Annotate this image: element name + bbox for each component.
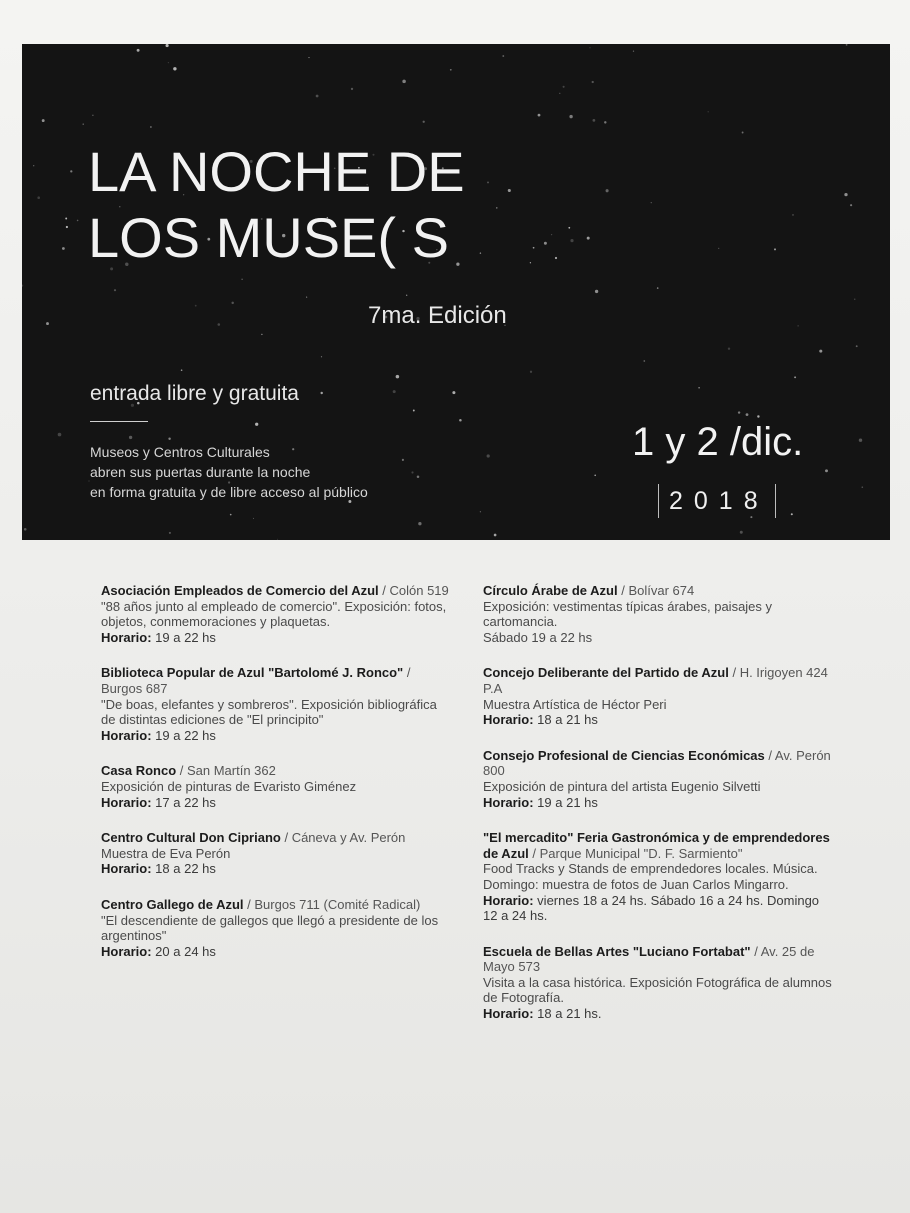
hours-value: 19 a 22 hs: [151, 727, 216, 743]
venue-address: Cáneva y Av. Perón: [291, 830, 406, 846]
star-dot: [396, 375, 400, 379]
venue-address: H. Irigoyen 424 P.A: [483, 665, 828, 696]
venue-address: Parque Municipal "D. F. Sarmiento": [539, 845, 743, 861]
venue-description: "El descendiente de gallegos que llegó a presidente de los argentinos": [101, 912, 439, 944]
venue-entry: Círculo Árabe de Azul / Bolívar 674 Exposición: vestimentas típicas árabes, paisajes y cartomancia. Sábado 19 a 22 hs: [483, 583, 835, 645]
hours-label: Horario:: [101, 794, 152, 810]
star-dot: [58, 433, 62, 437]
venue-entry: Biblioteca Popular de Azul "Bartolomé J. Ronco" / Burgos 687 "De boas, elefantes y sombreros". Exposición bibliográfica de distintas ediciones de "El principito" Horario: 19 a 22 hs: [101, 665, 453, 743]
star-dot: [22, 285, 23, 287]
hours-value: 18 a 21 hs: [533, 712, 598, 728]
venue-entry: Escuela de Bellas Artes "Luciano Fortabat" / Av. 25 de Mayo 573 Visita a la casa histórica. Exposición Fotográfica de alumnos de Fotografía. Horario: 18 a 21 hs.: [483, 944, 835, 1022]
venue-description: "88 años junto al empleado de comercio". Exposición: fotos, objetos, conmemoraciones y plaquetas.: [101, 598, 447, 630]
hours-value: 20 a 24 hs: [151, 943, 216, 959]
star-dot: [502, 55, 504, 57]
venue-name: Biblioteca Popular de Azul "Bartolomé J. Ronco": [101, 665, 404, 681]
star-dot: [406, 295, 407, 296]
star-dot: [651, 202, 652, 203]
star-dot: [604, 121, 606, 123]
star-dot: [487, 181, 489, 183]
star-dot: [261, 334, 262, 335]
venue-address: Bolívar 674: [628, 583, 695, 598]
venue-address: Colón 519: [389, 583, 449, 598]
hours-value: 19 a 21 hs: [533, 794, 598, 810]
venue-name: Casa Ronco: [101, 763, 177, 779]
star-dot: [594, 475, 596, 477]
star-dot: [24, 528, 27, 531]
star-dot: [559, 93, 560, 94]
star-dot: [393, 390, 396, 393]
star-dot: [746, 413, 749, 416]
star-dot: [551, 234, 552, 235]
star-dot: [496, 207, 497, 208]
star-dot: [137, 49, 140, 52]
star-dot: [538, 114, 541, 117]
star-dot: [643, 360, 645, 362]
star-dot: [728, 348, 730, 350]
star-dot: [825, 469, 828, 472]
star-dot: [856, 345, 858, 347]
star-dot: [589, 47, 590, 48]
star-dot: [306, 297, 307, 298]
star-dot: [742, 132, 744, 134]
star-dot: [508, 189, 511, 192]
star-dot: [83, 123, 84, 124]
venue-description: Exposición: vestimentas típicas árabes, paisajes y cartomancia.: [483, 598, 773, 630]
banner-description: [90, 442, 368, 502]
star-dot: [846, 44, 848, 46]
star-dot: [854, 299, 855, 300]
star-dot: [321, 356, 322, 357]
venue-entry: Concejo Deliberante del Partido de Azul / H. Irigoyen 424 P.A Muestra Artística de Héctor Peri Horario: 18 a 21 hs: [483, 665, 835, 727]
star-dot: [530, 262, 531, 263]
title-line-2: LOS MUSE( S: [88, 206, 449, 269]
star-dot: [92, 115, 93, 116]
star-dot: [792, 214, 794, 216]
hours-value: viernes 18 a 24 hs. Sábado 16 a 24 hs. Domingo 12 a 24 hs.: [483, 892, 820, 924]
venue-address: Burgos 711 (Comité Radical): [254, 896, 421, 912]
venue-description: Exposición de pinturas de Evaristo Giménez: [101, 778, 357, 794]
star-dot: [316, 95, 319, 98]
venue-description: Muestra de Eva Perón: [101, 845, 231, 861]
star-dot: [402, 459, 404, 461]
star-dot: [450, 69, 452, 71]
venue-name: "El mercadito" Feria Gastronómica y de emprendedores de Azul: [483, 830, 830, 861]
star-dot: [850, 204, 852, 206]
hours-label: Horario:: [483, 712, 534, 728]
star-dot: [657, 287, 659, 289]
star-dot: [844, 193, 847, 196]
event-banner: [22, 44, 890, 540]
star-dot: [114, 289, 116, 291]
venue-address: Av. Perón 800: [483, 747, 831, 779]
hours-label: Horario:: [101, 943, 152, 959]
star-dot: [351, 88, 353, 90]
venue-name: Consejo Profesional de Ciencias Económicas: [483, 747, 765, 763]
venue-description: Sábado 19 a 22 hs: [483, 629, 593, 645]
star-dot: [606, 189, 609, 192]
venue-entry: Centro Gallego de Azul / Burgos 711 (Comité Radical) "El descendiente de gallegos que llegó a presidente de los argentinos" Horario: 20 a 24 hs: [101, 897, 453, 959]
divider-rule: [90, 421, 148, 422]
venue-entry: Asociación Empleados de Comercio del Azul / Colón 519 "88 años junto al empleado de comercio". Exposición: fotos, objetos, conmemoraciones y plaquetas. Horario: 19 a 22 hs: [101, 583, 453, 645]
hours-label: Horario:: [483, 794, 534, 810]
star-dot: [740, 531, 743, 534]
star-dot: [595, 290, 598, 293]
star-dot: [570, 239, 573, 242]
star-dot: [862, 486, 864, 488]
star-dot: [168, 62, 169, 63]
event-dates: 1 y 2 /dic.: [632, 420, 804, 464]
star-dot: [255, 423, 258, 426]
star-dot: [173, 67, 176, 70]
star-dot: [411, 471, 413, 473]
description-line: en forma gratuita y de libre acceso al público: [90, 484, 368, 500]
hours-value: 18 a 22 hs: [151, 861, 216, 877]
star-dot: [593, 119, 596, 122]
star-dot: [423, 121, 425, 123]
hours-value: 17 a 22 hs: [151, 794, 216, 810]
venue-description: Muestra Artística de Héctor Peri: [483, 696, 667, 712]
hours-label: Horario:: [483, 1006, 534, 1022]
star-dot: [544, 242, 547, 245]
venue-name: Centro Cultural Don Cipriano: [101, 830, 281, 846]
venue-entry: Centro Cultural Don Cipriano / Cáneva y Av. Perón Muestra de Eva Perón Horario: 18 a 22 hs: [101, 830, 453, 877]
star-dot: [794, 376, 796, 378]
venue-name: Asociación Empleados de Comercio del Azul: [101, 583, 379, 598]
star-dot: [480, 252, 481, 253]
description-line: Museos y Centros Culturales: [90, 444, 270, 460]
hours-label: Horario:: [101, 727, 152, 743]
star-dot: [569, 115, 572, 118]
star-dot: [487, 454, 490, 457]
star-dot: [413, 410, 415, 412]
star-dot: [797, 325, 798, 326]
star-dot: [402, 80, 406, 84]
star-dot: [568, 227, 570, 229]
star-dot: [698, 387, 700, 389]
hours-value: 18 a 21 hs.: [533, 1006, 602, 1022]
hours-label: Horario:: [101, 629, 152, 645]
star-dot: [37, 196, 40, 199]
venue-address: Av. 25 de Mayo 573: [483, 943, 815, 975]
star-dot: [181, 369, 183, 371]
star-dot: [417, 475, 420, 478]
venue-entry: Casa Ronco / San Martín 362 Exposición de pinturas de Evaristo Giménez Horario: 17 a 22 hs: [101, 763, 453, 810]
venue-name: Escuela de Bellas Artes "Luciano Fortabat": [483, 943, 751, 959]
star-dot: [757, 415, 759, 417]
venue-name: Concejo Deliberante del Partido de Azul: [483, 665, 729, 681]
event-year: 2018: [658, 484, 776, 518]
star-dot: [530, 371, 532, 373]
venue-entry: "El mercadito" Feria Gastronómica y de emprendedores de Azul / Parque Municipal "D. F. Sarmiento" Food Tracks y Stands de emprendedores locales. Música. Domingo: muestra de fotos de Juan Carlos Mingarro. Horario: viernes 18 a 24 hs. Sábado 16 a 24 hs. Domingo 12 a 24 hs.: [483, 830, 835, 924]
venue-column-right: [483, 583, 835, 1042]
star-dot: [168, 438, 170, 440]
venue-description: Food Tracks y Stands de emprendedores locales. Música. Domingo: muestra de fotos de Juan Carlos Mingarro.: [483, 861, 818, 892]
star-dot: [555, 257, 557, 259]
star-dot: [563, 86, 565, 88]
free-entry-label: entrada libre y gratuita: [90, 382, 299, 405]
star-dot: [480, 511, 481, 512]
star-dot: [42, 119, 45, 122]
event-title: [88, 139, 465, 271]
star-dot: [791, 513, 793, 515]
star-dot: [633, 51, 634, 52]
star-dot: [66, 226, 68, 228]
hours-label: Horario:: [101, 861, 152, 877]
star-dot: [231, 302, 233, 304]
star-dot: [774, 248, 776, 250]
star-dot: [320, 392, 322, 394]
star-dot: [308, 57, 309, 58]
star-dot: [592, 81, 594, 83]
star-dot: [494, 534, 497, 537]
star-dot: [707, 111, 708, 112]
star-dot: [819, 350, 822, 353]
venue-address: Burgos 687: [101, 680, 168, 696]
star-dot: [218, 323, 221, 326]
venue-column-left: [101, 583, 453, 979]
venue-entry: Consejo Profesional de Ciencias Económicas / Av. Perón 800 Exposición de pintura del artista Eugenio Silvetti Horario: 19 a 21 hs: [483, 748, 835, 810]
star-dot: [459, 419, 462, 422]
star-dot: [738, 411, 740, 413]
star-dot: [718, 248, 719, 249]
venue-address: San Martín 362: [186, 763, 276, 779]
star-dot: [77, 220, 79, 222]
hours-value: 19 a 22 hs: [151, 629, 216, 645]
star-dot: [70, 170, 72, 172]
star-dot: [277, 539, 278, 540]
star-dot: [169, 532, 171, 534]
star-dot: [195, 305, 197, 307]
star-dot: [253, 518, 254, 519]
venue-description: Exposición de pintura del artista Eugenio Silvetti: [483, 778, 761, 794]
edition-label: 7ma. Edición: [368, 302, 507, 329]
star-dot: [859, 438, 862, 441]
star-dot: [418, 522, 421, 525]
star-dot: [46, 322, 49, 325]
venue-name: Círculo Árabe de Azul: [483, 583, 618, 598]
star-dot: [533, 247, 535, 249]
star-dot: [150, 126, 152, 128]
star-dot: [65, 218, 67, 220]
star-dot: [33, 165, 34, 166]
star-dot: [62, 247, 65, 250]
star-dot: [166, 44, 169, 47]
venue-description: Visita a la casa histórica. Exposición Fotográfica de alumnos de Fotografía.: [483, 974, 832, 1006]
star-dot: [587, 237, 590, 240]
hours-label: Horario:: [483, 892, 534, 908]
title-line-1: LA NOCHE DE: [88, 140, 465, 203]
star-dot: [230, 514, 232, 516]
venue-name: Centro Gallego de Azul: [101, 896, 244, 912]
star-dot: [452, 391, 455, 394]
star-dot: [241, 279, 242, 280]
venue-description: "De boas, elefantes y sombreros". Exposición bibliográfica de distintas ediciones de "El principito": [101, 696, 437, 728]
description-line: abren sus puertas durante la noche: [90, 464, 311, 480]
star-dot: [129, 436, 132, 439]
